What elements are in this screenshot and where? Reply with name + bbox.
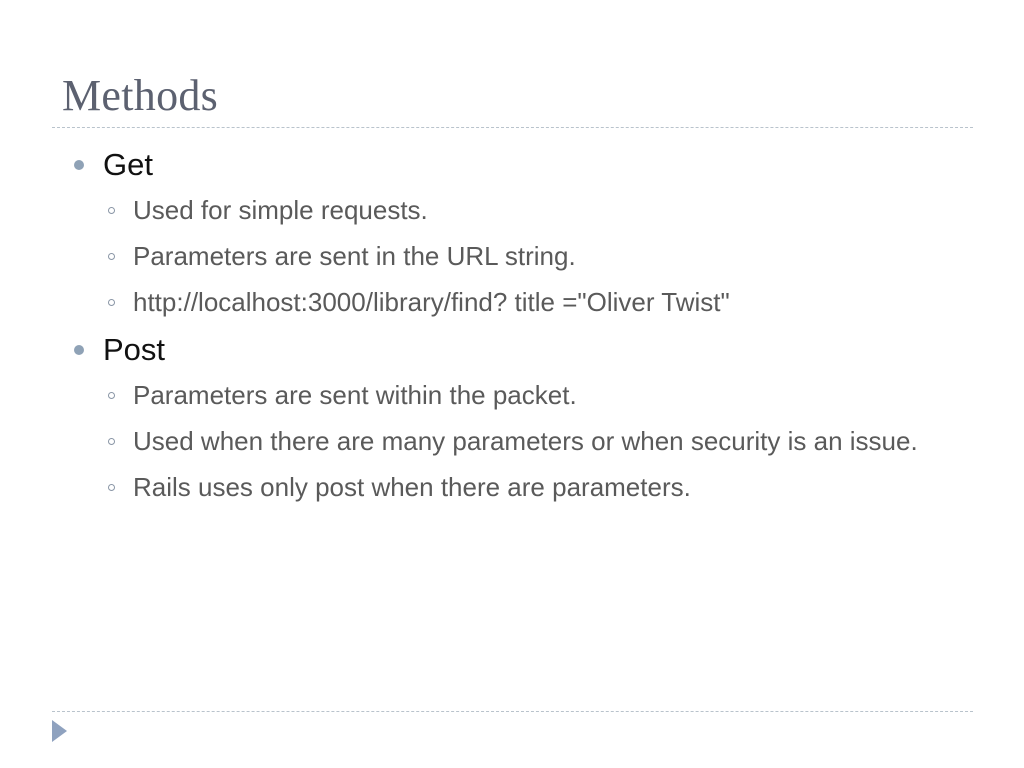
sub-bullet-text: Used when there are many parameters or when security is an issue. (133, 426, 918, 456)
hollow-circle-bullet-icon (108, 253, 115, 260)
bullet-get-label: Get (103, 147, 153, 182)
sub-bullet (72, 190, 953, 230)
bullet-post (72, 328, 972, 372)
get-sublist (72, 190, 972, 322)
sub-bullet (72, 375, 953, 415)
hollow-circle-bullet-icon (108, 392, 115, 399)
title-divider (52, 127, 973, 128)
sub-bullet (72, 467, 953, 507)
post-sublist (72, 375, 972, 507)
hollow-circle-bullet-icon (108, 299, 115, 306)
hollow-circle-bullet-icon (108, 438, 115, 445)
sub-bullet-text: Parameters are sent in the URL string. (133, 241, 576, 271)
sub-bullet (72, 282, 953, 322)
bullet-get (72, 143, 972, 187)
hollow-circle-bullet-icon (108, 484, 115, 491)
hollow-circle-bullet-icon (108, 207, 115, 214)
sub-bullet-text: Rails uses only post when there are parameters. (133, 472, 691, 502)
sub-bullet-text: Parameters are sent within the packet. (133, 380, 577, 410)
sub-bullet-text: Used for simple requests. (133, 195, 428, 225)
sub-bullet (72, 421, 953, 461)
bullet-post-label: Post (103, 332, 166, 367)
slide-content (72, 143, 972, 513)
filled-circle-bullet-icon (74, 345, 84, 355)
footer-divider (52, 711, 973, 712)
filled-circle-bullet-icon (74, 160, 84, 170)
slide-title: Methods (62, 71, 219, 120)
sub-bullet-text: http://localhost:3000/library/find? title ="Oliver Twist" (133, 287, 730, 317)
sub-bullet (72, 236, 953, 276)
triangle-right-icon[interactable] (52, 720, 67, 742)
